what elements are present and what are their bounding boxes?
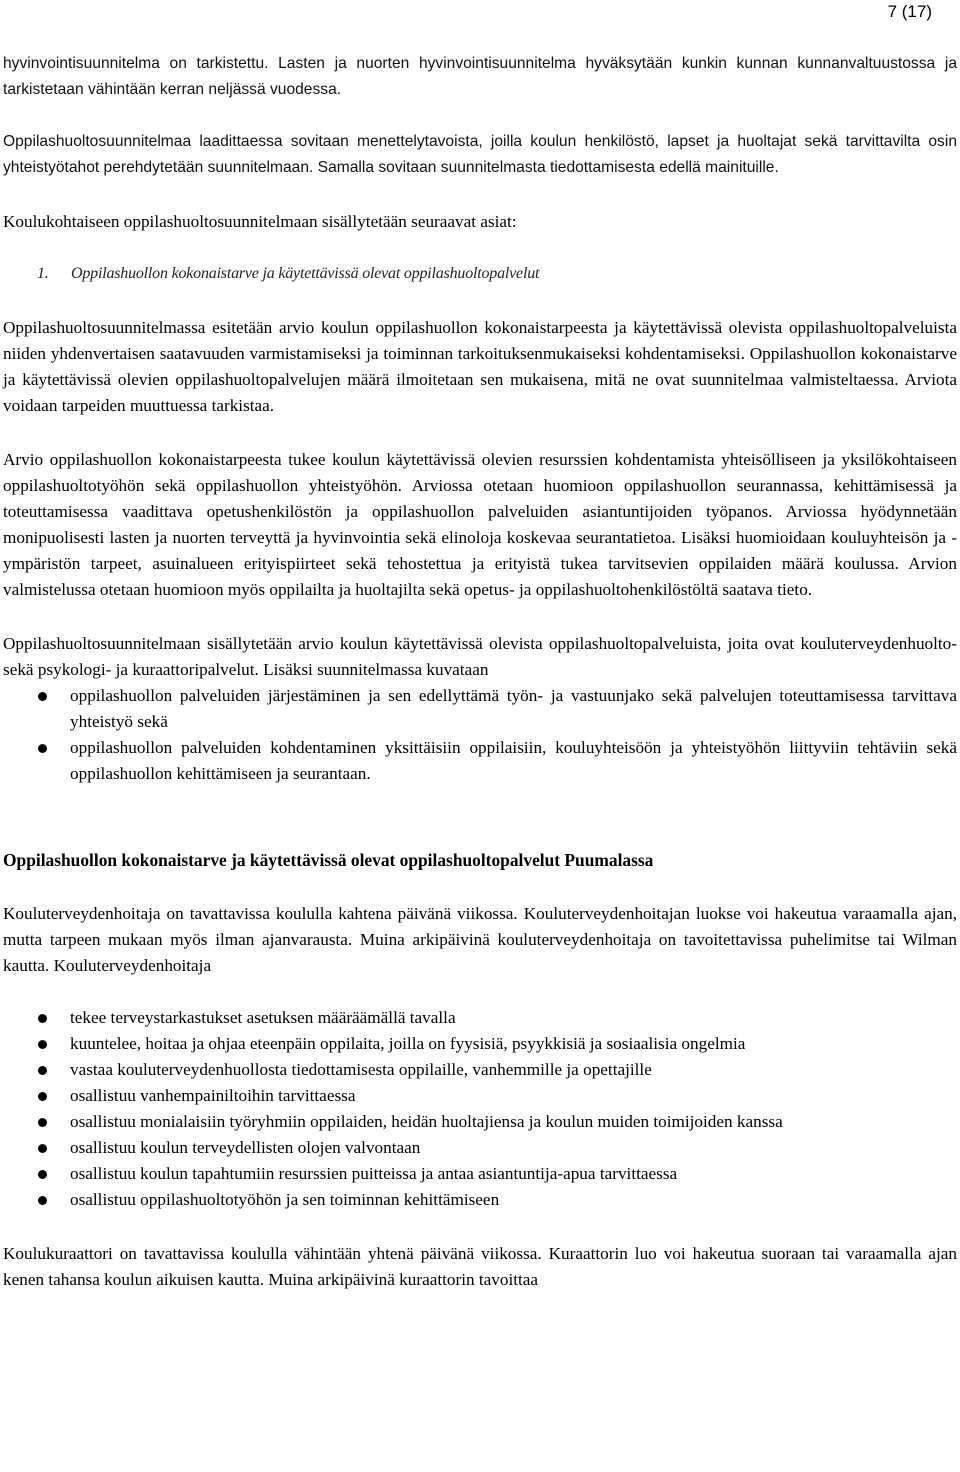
- paragraph-kouluterveydenhoitaja: Kouluterveydenhoitaja on tavattavissa koululla kahtena päivänä viikossa. Kouluterveydenhoitajan luokse voi hakeutua varaamalla ajan, mutta tarpeen mukaan myös ilman ajanvarausta. Muina arkipäivinä kouluterveydenhoitaja on tavoitettavissa puhelimitse tai Wilman kautta. Kouluterveydenhoitaja: [3, 904, 957, 975]
- intro-paragraph: hyvinvointisuunnitelma on tarkistettu. Lasten ja nuorten hyvinvointisuunnitelma hyväksytään kunkin kunnan kunnanvaltuustossa ja tarkistetaan vähintään kerran neljässä vuodessa.: [3, 55, 957, 98]
- page-number: 7 (17): [887, 2, 932, 21]
- list-item: osallistuu koulun tapahtumiin resurssien puitteissa ja antaa asiantuntija-apua tarvittaessa: [3, 1161, 957, 1187]
- list-item: osallistuu oppilashuoltotyöhön ja sen toiminnan kehittämiseen: [3, 1187, 957, 1213]
- bullet-icon: [38, 1014, 47, 1023]
- bullet-icon: [38, 1144, 47, 1153]
- section-heading: Oppilashuollon kokonaistarve ja käytettävissä olevat oppilashuoltopalvelut Puumalassa: [3, 850, 654, 870]
- list-item: oppilashuollon palveluiden kohdentaminen yksittäisiin oppilaisiin, kouluyhteisöön ja yhteistyöhön liittyviin tehtäviin sekä oppilashuollon kehittämiseen ja seurantaan.: [3, 735, 957, 787]
- list-item: oppilashuollon palveluiden järjestäminen ja sen edellyttämä työn- ja vastuunjako sekä palvelujen toteuttamisessa tarvittava yhteistyö sekä: [3, 683, 957, 735]
- list-item: tekee terveystarkastukset asetuksen määräämällä tavalla: [3, 1005, 957, 1031]
- bullet-icon: [38, 1040, 47, 1049]
- list-item: kuuntelee, hoitaa ja ohjaa eteenpäin oppilaita, joilla on fyysisiä, psyykkisiä ja sosiaalisia ongelmia: [3, 1031, 957, 1057]
- bullet-icon: [38, 1170, 47, 1179]
- numbered-item-text: Oppilashuollon kokonaistarve ja käytettävissä olevat oppilashuoltopalvelut: [71, 265, 540, 282]
- bullet-icon: [38, 692, 47, 701]
- numbered-item: [3, 261, 957, 287]
- list-item: osallistuu monialaisiin työryhmiin oppilaiden, heidän huoltajiensa ja koulun muiden toimijoiden kanssa: [3, 1109, 957, 1135]
- paragraph-arvio-kokonaistarve: Oppilashuoltosuunnitelmassa esitetään arvio koulun oppilashuollon kokonaistarpeesta ja käytettävissä olevista oppilashuoltopalveluista niiden yhdenvertaisen saatavuuden varmistamiseksi ja toiminnan tarkoituksenmukaiseksi kohdentamiseksi. Oppilashuollon kokonaistarve ja käytettävissä olevien oppilashuoltopalvelujen määrä ilmoitetaan sen mukaisena, mitä ne ovat suunnitelmaa valmisteltaessa. Arviota voidaan tarpeiden muuttuessa tarkistaa.: [3, 318, 957, 415]
- bullet-list-terveydenhoitaja: [3, 1005, 957, 1213]
- paragraph-palvelut: Oppilashuoltosuunnitelmaan sisällytetään arvio koulun käytettävissä olevista oppilashuoltopalveluista, joita ovat kouluterveydenhuolto- sekä psykologi- ja kuraattoripalvelut. Lisäksi suunnitelmassa kuvataan: [3, 634, 957, 679]
- bullet-icon: [38, 744, 47, 753]
- bullet-list-palvelut: [3, 683, 957, 787]
- document-body: [3, 51, 957, 1293]
- paragraph-sisallytetaan: Koulukohtaiseen oppilashuoltosuunnitelmaan sisällytetään seuraavat asiat:: [3, 212, 517, 231]
- list-item: osallistuu koulun terveydellisten olojen valvontaan: [3, 1135, 957, 1161]
- paragraph-menettelytavat: Oppilashuoltosuunnitelmaa laadittaessa sovitaan menettelytavoista, joilla koulun henkilöstö, lapset ja huoltajat sekä tarvittavilta osin yhteistyötahot perehdytetään suunnitelmaan. Samalla sovitaan suunnitelmasta tiedottamisesta edellä mainituille.: [3, 133, 957, 176]
- bullet-icon: [38, 1092, 47, 1101]
- list-item: vastaa kouluterveydenhuollosta tiedottamisesta oppilaille, vanhemmille ja opettajille: [3, 1057, 957, 1083]
- list-item: osallistuu vanhempainiltoihin tarvittaessa: [3, 1083, 957, 1109]
- bullet-icon: [38, 1118, 47, 1127]
- bullet-icon: [38, 1196, 47, 1205]
- numbered-item-number: 1.: [37, 265, 49, 282]
- paragraph-arvio-tukee: Arvio oppilashuollon kokonaistarpeesta tukee koulun käytettävissä olevien resurssien kohdentamista yhteisölliseen ja yksilökohtaiseen oppilashuoltotyöhön sekä oppilashuollon yhteistyöhön. Arviossa otetaan huomioon oppilashuollon seurannassa, kehittämisessä ja toteuttamisessa vaadittava opetushenkilöstön ja oppilashuollon palveluiden asiantuntijoiden työpanos. Arviossa hyödynnetään monipuolisesti lasten ja nuorten terveyttä ja hyvinvointia sekä elinoloja koskevaa seurantatietoa. Lisäksi huomioidaan kouluyhteisön ja -ympäristön tarpeet, asuinalueen erityispiirteet sekä tehostettua ja erityistä tukea tarvitsevien oppilaiden määrä koulussa. Arvion valmistelussa otetaan huomioon myös oppilailta ja huoltajilta sekä opetus- ja oppilashuoltohenkilöstöltä saatava tieto.: [3, 450, 957, 599]
- bullet-icon: [38, 1066, 47, 1075]
- paragraph-koulukuraattori: Koulukuraattori on tavattavissa koululla vähintään yhtenä päivänä viikossa. Kuraattorin luo voi hakeutua suoraan tai varaamalla ajan kenen tahansa koulun aikuisen kautta. Muina arkipäivinä kuraattorin tavoittaa: [3, 1244, 957, 1289]
